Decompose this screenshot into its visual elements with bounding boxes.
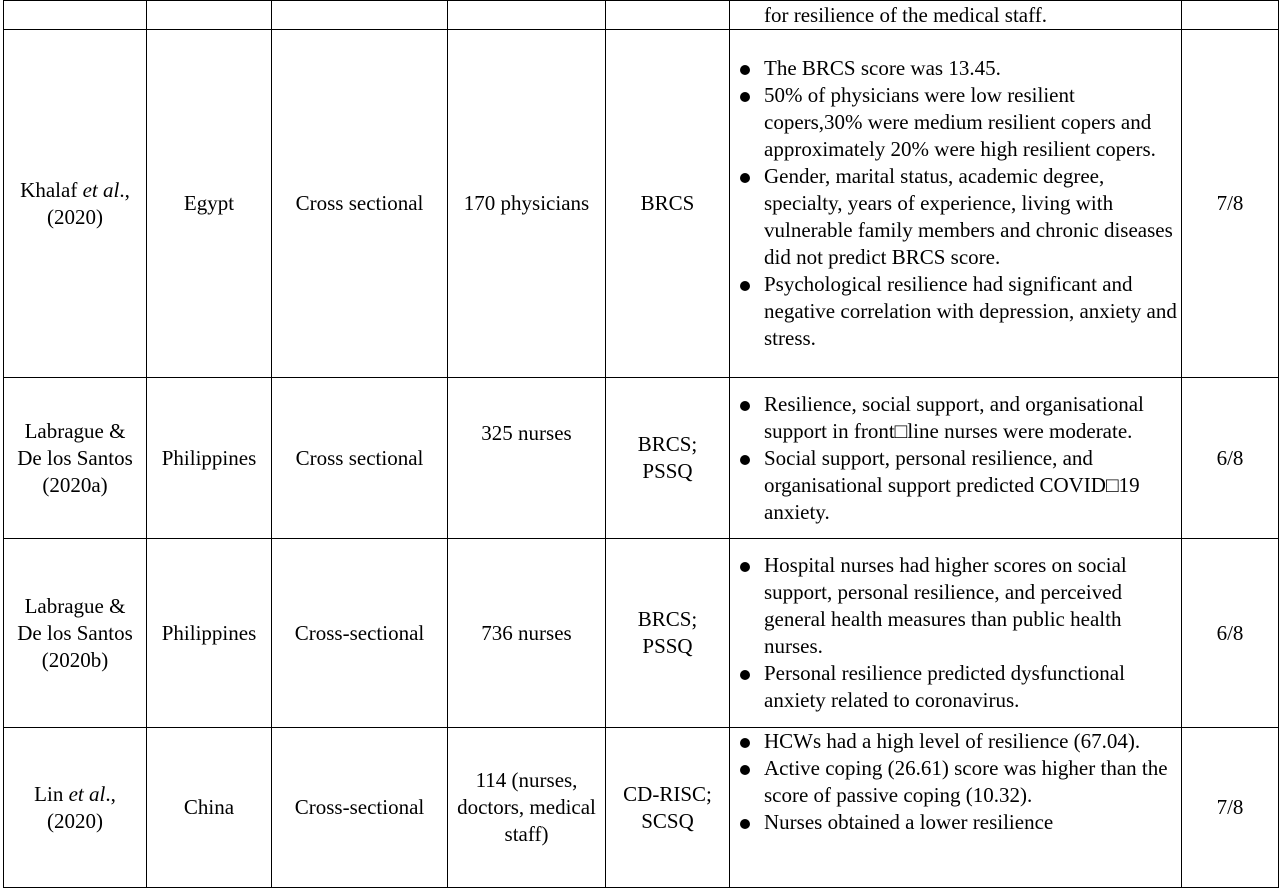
list-item: Resilience, social support, and organisational support in front□line nurses were moderate. bbox=[732, 391, 1177, 445]
design-cell: Cross sectional bbox=[272, 30, 448, 378]
findings-cell bbox=[730, 1, 1182, 30]
country-cell: Egypt bbox=[147, 30, 272, 378]
design-cell bbox=[272, 1, 448, 30]
table-row bbox=[4, 30, 1279, 378]
findings-cell bbox=[730, 539, 1182, 728]
bullet-icon bbox=[740, 65, 750, 75]
country-cell: China bbox=[147, 728, 272, 888]
country-cell bbox=[147, 1, 272, 30]
list-item: Gender, marital status, academic degree, specialty, years of experience, living with vulnerable family members and chronic diseases did not predict BRCS score. bbox=[732, 163, 1177, 271]
list-item: Hospital nurses had higher scores on social support, personal resilience, and perceived general health measures than public health nurses. bbox=[732, 552, 1177, 660]
bullet-icon bbox=[740, 670, 750, 680]
table-row bbox=[4, 378, 1279, 539]
design-cell: Cross sectional bbox=[272, 378, 448, 539]
review-table bbox=[3, 0, 1279, 888]
author-cell: Labrague & De los Santos (2020b) bbox=[4, 539, 147, 728]
quality-cell: 6/8 bbox=[1182, 539, 1279, 728]
country-cell: Philippines bbox=[147, 378, 272, 539]
author-cell: Labrague & De los Santos (2020a) bbox=[4, 378, 147, 539]
findings-list bbox=[732, 728, 1177, 836]
findings-list bbox=[732, 552, 1177, 714]
author-cell bbox=[4, 1, 147, 30]
findings-cell bbox=[730, 728, 1182, 888]
sample-cell: 325 nurses bbox=[448, 378, 606, 539]
list-item: The BRCS score was 13.45. bbox=[732, 55, 1177, 82]
bullet-icon bbox=[740, 819, 750, 829]
bullet-icon bbox=[740, 562, 750, 572]
tool-cell: BRCS; PSSQ bbox=[606, 539, 730, 728]
list-item: Active coping (26.61) score was higher than the score of passive coping (10.32). bbox=[732, 755, 1177, 809]
findings-cell bbox=[730, 30, 1182, 378]
table-row bbox=[4, 539, 1279, 728]
list-item: 50% of physicians were low resilient copers,30% were medium resilient copers and approximately 20% were high resilient copers. bbox=[732, 82, 1177, 163]
findings-cell bbox=[730, 378, 1182, 539]
list-item: Social support, personal resilience, and organisational support predicted COVID□19 anxiety. bbox=[732, 445, 1177, 526]
sample-cell: 114 (nurses, doctors, medical staff) bbox=[448, 728, 606, 888]
table-row bbox=[4, 728, 1279, 888]
bullet-icon bbox=[740, 765, 750, 775]
country-cell: Philippines bbox=[147, 539, 272, 728]
tool-cell bbox=[606, 1, 730, 30]
quality-cell: 7/8 bbox=[1182, 728, 1279, 888]
findings-list bbox=[732, 391, 1177, 526]
bullet-icon bbox=[740, 401, 750, 411]
bullet-icon bbox=[740, 281, 750, 291]
table-row-continued bbox=[4, 1, 1279, 30]
quality-cell: 6/8 bbox=[1182, 378, 1279, 539]
bullet-icon bbox=[740, 92, 750, 102]
findings-list bbox=[732, 55, 1177, 352]
design-cell: Cross-sectional bbox=[272, 539, 448, 728]
author-cell: Khalaf et al., (2020) bbox=[4, 30, 147, 378]
bullet-icon bbox=[740, 455, 750, 465]
tool-cell: BRCS; PSSQ bbox=[606, 378, 730, 539]
design-cell: Cross-sectional bbox=[272, 728, 448, 888]
quality-cell bbox=[1182, 1, 1279, 30]
list-item: Personal resilience predicted dysfunctional anxiety related to coronavirus. bbox=[732, 660, 1177, 714]
sample-cell: 736 nurses bbox=[448, 539, 606, 728]
bullet-icon bbox=[740, 173, 750, 183]
tool-cell: CD-RISC; SCSQ bbox=[606, 728, 730, 888]
sample-cell bbox=[448, 1, 606, 30]
findings-text: for resilience of the medical staff. bbox=[764, 2, 1047, 27]
tool-cell: BRCS bbox=[606, 30, 730, 378]
bullet-icon bbox=[740, 738, 750, 748]
list-item: Psychological resilience had significant and negative correlation with depression, anxiety and stress. bbox=[732, 271, 1177, 352]
quality-cell: 7/8 bbox=[1182, 30, 1279, 378]
sample-cell: 170 physicians bbox=[448, 30, 606, 378]
list-item: HCWs had a high level of resilience (67.04). bbox=[732, 728, 1177, 755]
list-item: Nurses obtained a lower resilience bbox=[732, 809, 1177, 836]
author-cell: Lin et al., (2020) bbox=[4, 728, 147, 888]
